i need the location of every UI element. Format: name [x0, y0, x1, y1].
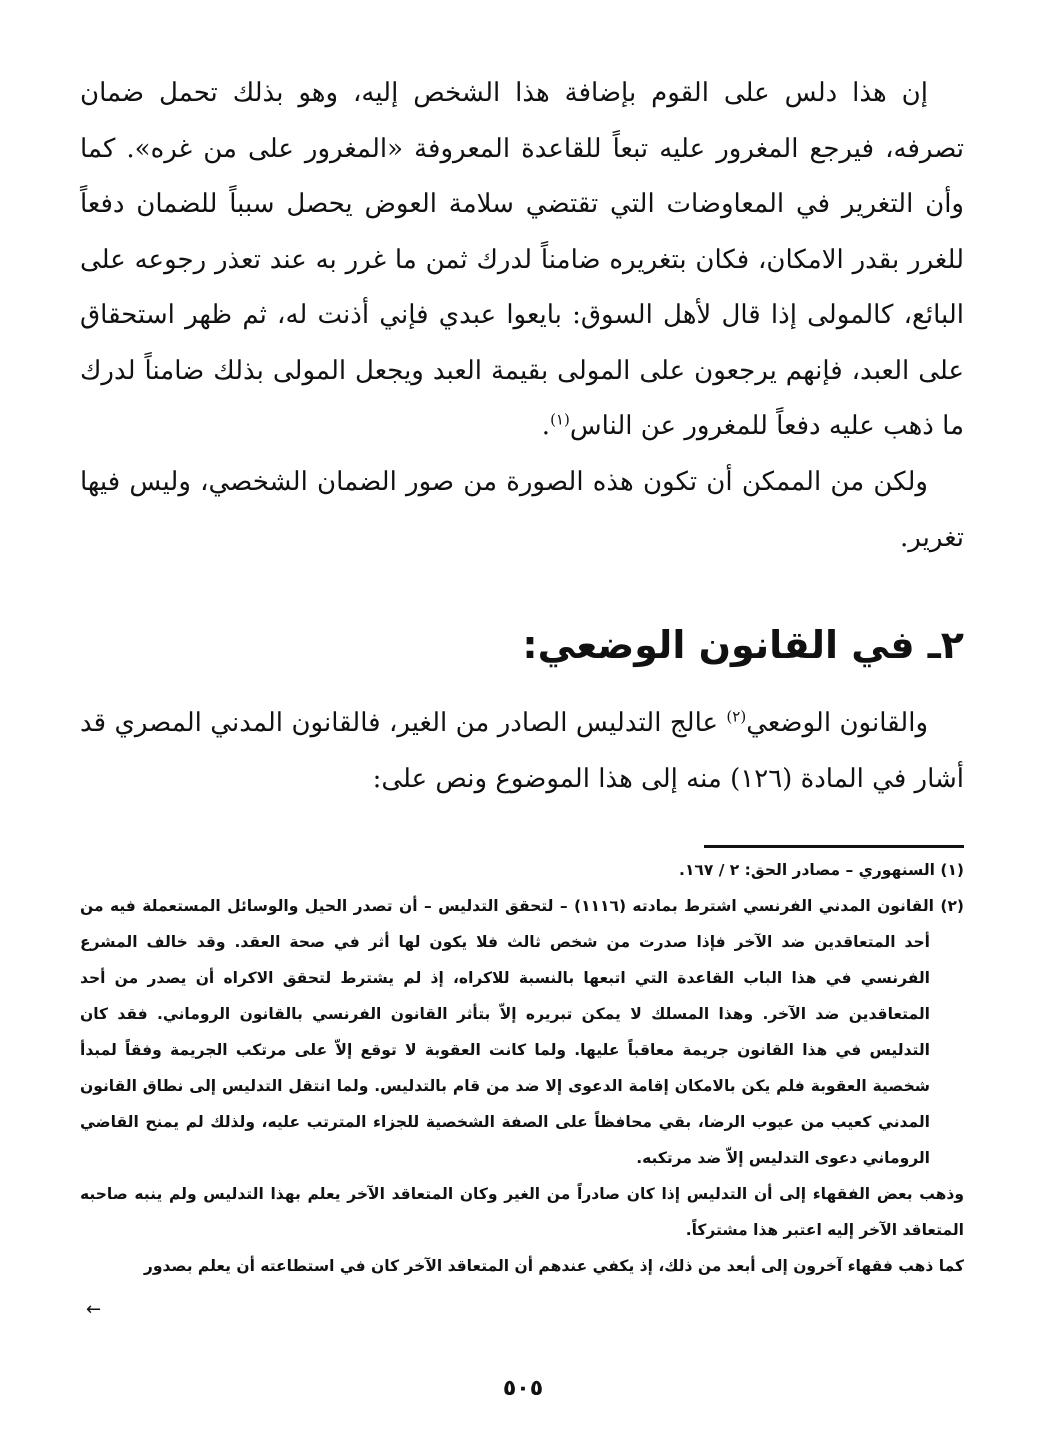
- section-heading: ٢ـ في القانون الوضعي:: [522, 623, 964, 667]
- footnote-ref-1: (١): [550, 410, 570, 429]
- footnote-2-paragraph-3: كما ذهب فقهاء آخرون إلى أبعد من ذلك، إذ يكفي عندهم أن المتعاقد الآخر كان في استطاعته أن يعلم بصدور: [143, 1257, 964, 1275]
- footnote-2: (٢) القانون المدني الفرنسي اشترط بمادته (١١١٦) – لتحقق التدليس – أن تصدر الحيل والوسائل المستعملة فيه من أحد المتعاقدين ضد الآخر فإذا صدرت من شخص ثالث فلا يكون لها أثر في صحة العقد. وقد خالف المشرع الفرنسي في هذا الباب القاعدة التي اتبعها بالنسبة للاكراه، إذ لم يشترط لتحقق الاكراه أن يصدر من أحد المتعاقدين ضد الآخر. وهذا المسلك لا يمكن تبريره إلاّ بتأثر القانون الفرنسي بالقانون الروماني. فقد كان التدليس في هذا القانون جريمة معاقباً عليها. ولما كانت العقوبة لا توقع إلاّ على مرتكب الجريمة وفقاً لمبدأ شخصية العقوبة فلم يكن بالامكان إقامة الدعوى إلا ضد من قام بالتدليس. ولما انتقل التدليس إلى نطاق القانون المدني كعيب من عيوب الرضا، بقي محافظاً على الصفة الشخصية للجزاء المترتب عليه، ولذلك لم يمنح القاضي الروماني دعوى التدليس إلاّ ضد مرتكبه.: [80, 897, 965, 1167]
- paragraph-2: ولكن من الممكن أن تكون هذه الصورة من صور الضمان الشخصي، وليس فيها تغرير.: [80, 467, 964, 553]
- paragraph-3: [80, 696, 964, 807]
- footnote-2-paragraph-2: وذهب بعض الفقهاء إلى أن التدليس إذا كان صادراً من الغير وكان المتعاقد الآخر يعلم بهذا التدليس ولم ينبه صاحبه المتعاقد الآخر إليه اعتبر هذا مشتركاً.: [80, 1185, 964, 1239]
- paragraph-3-rest: عالج التدليس الصادر من الغير، فالقانون المدني المصري قد أشار في المادة (١٢٦) منه إلى هذا الموضوع ونص على:: [80, 708, 964, 794]
- footnote-ref-2: (٢): [726, 707, 747, 726]
- paragraph-3-start: والقانون الوضعي: [746, 708, 928, 738]
- continue-arrow-icon: ←: [86, 1299, 102, 1320]
- footnotes: [80, 852, 964, 1284]
- page-number: ٥٠٥: [502, 1376, 544, 1401]
- paragraph-1-end: .: [541, 411, 551, 441]
- paragraph-1: [80, 66, 964, 455]
- footnote-separator: [704, 845, 964, 848]
- footnote-1: (١) السنهوري – مصادر الحق: ٢ / ١٦٧.: [679, 861, 964, 879]
- paragraph-1-text: إن هذا دلس على القوم بإضافة هذا الشخص إليه، وهو بذلك تحمل ضمان تصرفه، فيرجع المغرور عليه تبعاً للقاعدة المعروفة «المغرور على من غره». كما وأن التغرير في المعاوضات التي تقتضي سلامة العوض يحصل سبباً للضمان دفعاً للغرر بقدر الامكان، فكان بتغريره ضامناً لدرك ثمن ما غرر به عند تعذر رجوعه على البائع، كالمولى إذا قال لأهل السوق: بايعوا عبدي فإني أذنت له، ثم ظهر استحقاق على العبد، فإنهم يرجعون على المولى بقيمة العبد ويجعل المولى بذلك ضامناً لدرك ما ذهب عليه دفعاً للمغرور عن الناس: [80, 78, 964, 441]
